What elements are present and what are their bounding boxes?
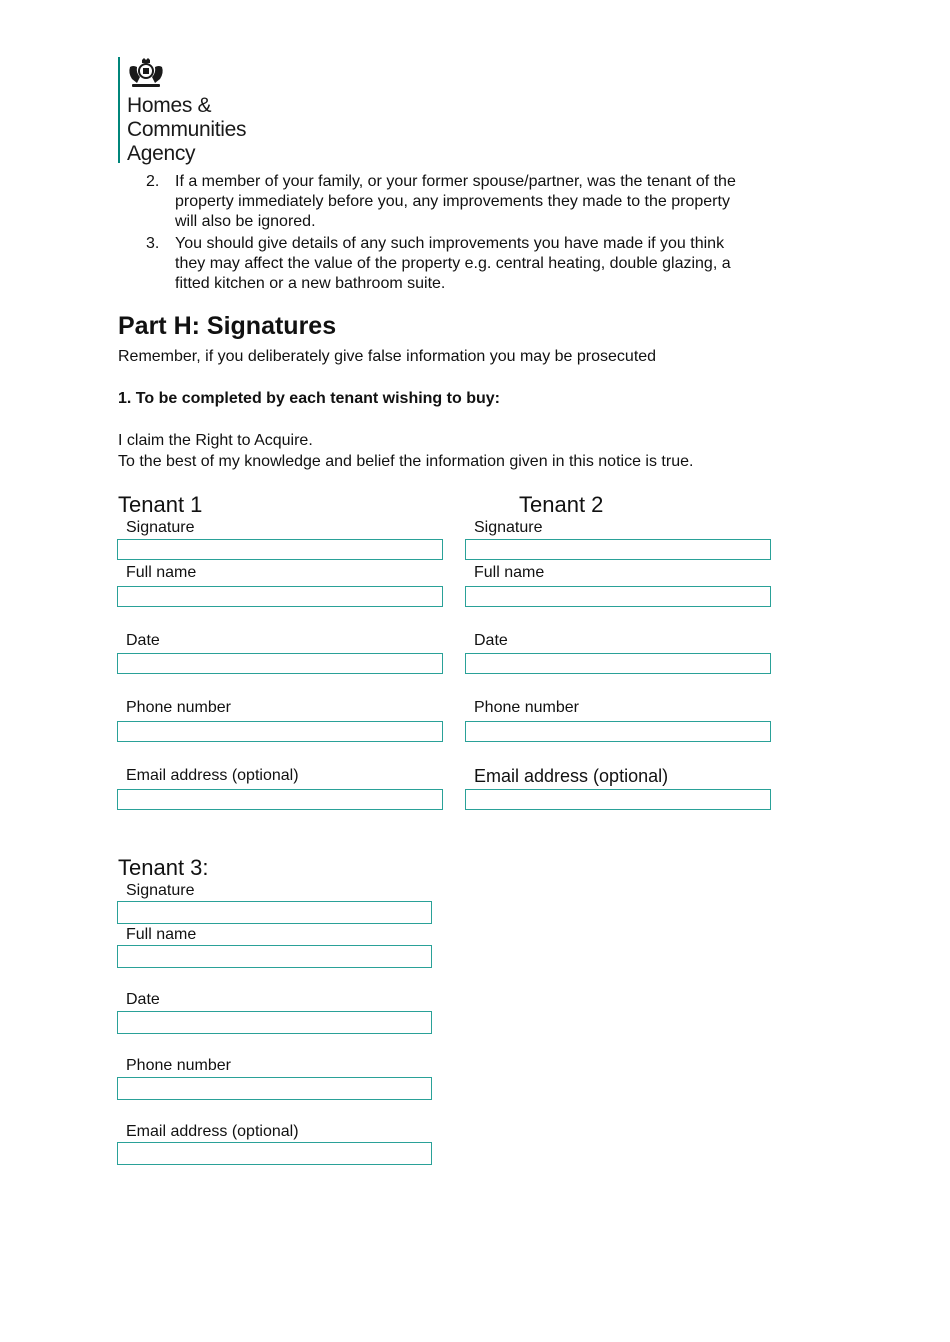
tenant-1-full-name-label: Full name [126, 564, 197, 581]
tenant-2-phone-input[interactable] [466, 722, 770, 741]
tenant-3-email-field[interactable] [117, 1142, 432, 1165]
tenant-2-date-input[interactable] [466, 654, 770, 673]
tenant-3-date-input[interactable] [118, 1012, 431, 1033]
tenant-2-email-label: Email address (optional) [474, 766, 669, 786]
tenant-3-email-input[interactable] [118, 1143, 431, 1164]
tenant-2-email-input[interactable] [466, 790, 770, 809]
tenant-3-signature-input[interactable] [118, 902, 431, 923]
list-item [146, 234, 756, 296]
tenant-1-phone-field[interactable] [117, 721, 443, 742]
tenant-1-signature-field[interactable] [117, 539, 443, 560]
tenant-3-phone-input[interactable] [118, 1078, 431, 1099]
tenant-3-phone-field[interactable] [117, 1077, 432, 1100]
tenant-1-email-input[interactable] [118, 790, 442, 809]
list-item-text: If a member of your family, or your former spouse/partner, was the tenant of the property immediately before you, any improvements they made to the property will also be ignored. [175, 173, 736, 230]
tenant-3-signature-label: Signature [126, 882, 195, 899]
tenant-2-signature-field[interactable] [465, 539, 771, 560]
list-item [146, 172, 756, 234]
tenant-2-signature-input[interactable] [466, 540, 770, 559]
logo-text-line1: Homes & [127, 94, 212, 117]
tenant-1-heading: Tenant 1 [118, 492, 203, 517]
tenant-1-date-label: Date [126, 632, 160, 649]
tenant-3-date-field[interactable] [117, 1011, 432, 1034]
tenant-3-full-name-input[interactable] [118, 946, 431, 967]
tenant-2-date-field[interactable] [465, 653, 771, 674]
tenant-2-email-field[interactable] [465, 789, 771, 810]
tenant-3-phone-label: Phone number [126, 1057, 231, 1074]
tenant-1-full-name-input[interactable] [118, 587, 442, 606]
declaration-text: To the best of my knowledge and belief the information given in this notice is true. [118, 453, 694, 470]
tenant-3-date-label: Date [126, 991, 160, 1008]
tenant-1-phone-input[interactable] [118, 722, 442, 741]
royal-coat-of-arms-icon [126, 57, 166, 89]
tenant-2-full-name-label: Full name [474, 564, 545, 581]
warning-text: Remember, if you deliberately give false information you may be prosecuted [118, 348, 657, 365]
tenant-1-phone-label: Phone number [126, 699, 231, 716]
claim-text: I claim the Right to Acquire. [118, 432, 313, 449]
tenant-3-heading: Tenant 3: [118, 855, 209, 880]
tenant-3-full-name-label: Full name [126, 926, 197, 943]
tenant-2-date-label: Date [474, 632, 508, 649]
tenant-2-heading: Tenant 2 [519, 492, 604, 517]
tenant-2-full-name-field[interactable] [465, 586, 771, 607]
tenant-3-email-label: Email address (optional) [126, 1123, 299, 1140]
tenant-1-signature-label: Signature [126, 519, 195, 536]
tenant-1-date-field[interactable] [117, 653, 443, 674]
list-item-number: 3. [146, 235, 160, 252]
subheading: 1. To be completed by each tenant wishing to buy: [118, 390, 500, 407]
tenant-1-full-name-field[interactable] [117, 586, 443, 607]
section-title: Part H: Signatures [118, 312, 337, 340]
list-item-text: You should give details of any such improvements you have made if you think they may affect the value of the property e.g. central heating, double glazing, a fitted kitchen or a new bathroom suite. [175, 235, 731, 292]
tenant-1-email-label: Email address (optional) [126, 767, 299, 784]
tenant-1-signature-input[interactable] [118, 540, 442, 559]
tenant-2-phone-label: Phone number [474, 699, 579, 716]
tenant-2-full-name-input[interactable] [466, 587, 770, 606]
list-item-number: 2. [146, 173, 160, 190]
tenant-2-phone-field[interactable] [465, 721, 771, 742]
tenant-3-signature-field[interactable] [117, 901, 432, 924]
tenant-3-full-name-field[interactable] [117, 945, 432, 968]
tenant-1-date-input[interactable] [118, 654, 442, 673]
logo-accent-bar [118, 57, 120, 163]
logo-text-line2: Communities [127, 118, 247, 141]
tenant-2-signature-label: Signature [474, 519, 543, 536]
logo-text-line3: Agency [127, 142, 196, 165]
tenant-1-email-field[interactable] [117, 789, 443, 810]
